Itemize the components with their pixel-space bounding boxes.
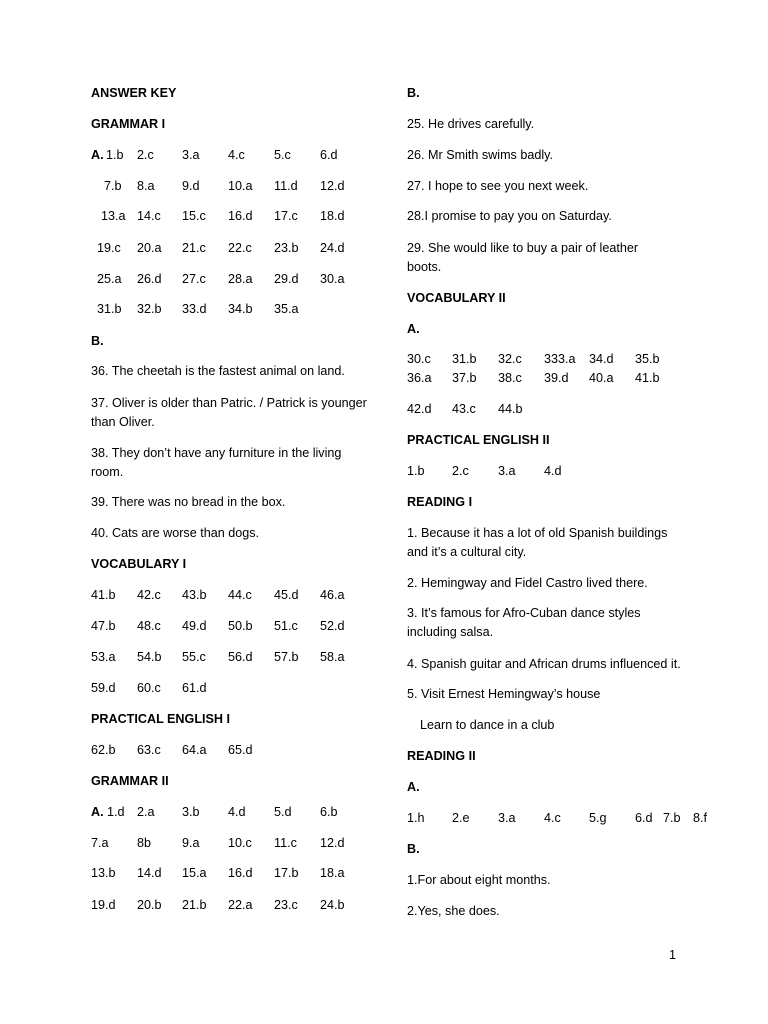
- answer-cell: 30.c: [407, 352, 431, 366]
- answer-cell: 4.d: [544, 464, 562, 478]
- sentence-answer: 25. He drives carefully.: [407, 117, 535, 131]
- answer-cell: 34.d: [589, 352, 614, 366]
- answer-cell: 3.a: [182, 148, 200, 162]
- answer-cell: 10.c: [228, 836, 252, 850]
- reading-answer: 4. Spanish guitar and African drums influenced it.: [407, 657, 681, 671]
- reading-1-heading: READING I: [407, 495, 473, 509]
- reading-2-b-label: B.: [407, 842, 420, 856]
- reading-answer: 3. It’s famous for Afro-Cuban dance styles including salsa.: [407, 606, 641, 639]
- grammar-1-a-label: A.: [91, 148, 104, 162]
- answer-cell: 42.d: [407, 402, 432, 416]
- reading-answer: 2.Yes, she does.: [407, 904, 500, 918]
- answer-cell: 54.b: [137, 650, 162, 664]
- answer-cell: 2.c: [137, 148, 154, 162]
- answer-cell: 61.d: [182, 681, 207, 695]
- answer-cell: 1.d: [107, 805, 125, 819]
- practical-english-2-heading: PRACTICAL ENGLISH II: [407, 433, 550, 447]
- answer-cell: 14.d: [137, 866, 162, 880]
- vocabulary-1-heading: VOCABULARY I: [91, 557, 187, 571]
- answer-cell: 38.c: [498, 371, 522, 385]
- reading-answer: 5. Visit Ernest Hemingway’s house: [407, 687, 601, 701]
- answer-cell: 11.d: [274, 179, 298, 193]
- answer-cell: 18.d: [320, 209, 345, 223]
- answer-cell: 44.c: [228, 588, 252, 602]
- reading-answer: 1.For about eight months.: [407, 873, 551, 887]
- answer-cell: 29.d: [274, 272, 299, 286]
- answer-cell: 58.a: [320, 650, 345, 664]
- reading-2-a-label: A.: [407, 780, 420, 794]
- answer-cell: 36.a: [407, 371, 432, 385]
- answer-cell: 9.a: [182, 836, 200, 850]
- answer-cell: 3.a: [498, 811, 516, 825]
- answer-cell: 21.c: [182, 241, 206, 255]
- grammar-2-a-label: A.: [91, 805, 104, 819]
- answer-cell: 65.d: [228, 743, 253, 757]
- answer-cell: 15.c: [182, 209, 206, 223]
- answer-cell: 32.c: [498, 352, 522, 366]
- answer-cell: 4.c: [544, 811, 561, 825]
- practical-english-1-heading: PRACTICAL ENGLISH I: [91, 712, 231, 726]
- answer-cell: 9.d: [182, 179, 200, 193]
- answer-cell: 43.c: [452, 402, 476, 416]
- answer-cell: 53.a: [91, 650, 116, 664]
- answer-cell: 2.a: [137, 805, 155, 819]
- sentence-answer: 39. There was no bread in the box.: [91, 495, 286, 509]
- answer-cell: 6.d: [320, 148, 338, 162]
- sentence-answer: 26. Mr Smith swims badly.: [407, 148, 554, 162]
- answer-cell: 6.d: [635, 811, 653, 825]
- answer-cell: 37.b: [452, 371, 477, 385]
- answer-cell: 31.b: [452, 352, 477, 366]
- answer-cell: 20.a: [137, 241, 162, 255]
- reading-2-heading: READING II: [407, 749, 476, 763]
- answer-cell: 28.a: [228, 272, 253, 286]
- answer-cell: 7.b: [104, 179, 122, 193]
- answer-cell: 7.a: [91, 836, 109, 850]
- answer-cell: 41.b: [91, 588, 116, 602]
- answer-cell: 56.d: [228, 650, 253, 664]
- answer-cell: 3.a: [498, 464, 516, 478]
- answer-cell: 64.a: [182, 743, 207, 757]
- grammar-1-heading: GRAMMAR I: [91, 117, 166, 131]
- answer-cell: 10.a: [228, 179, 253, 193]
- answer-cell: 8.a: [137, 179, 155, 193]
- answer-cell: 57.b: [274, 650, 299, 664]
- answer-cell: 5.g: [589, 811, 607, 825]
- sentence-answer: 38. They don’t have any furniture in the living room.: [91, 446, 342, 479]
- answer-cell: 60.c: [137, 681, 161, 695]
- answer-cell: 21.b: [182, 898, 207, 912]
- answer-cell: 42.c: [137, 588, 161, 602]
- answer-cell: 14.c: [137, 209, 161, 223]
- answer-cell: 5.c: [274, 148, 291, 162]
- grammar-2-b-label: B.: [407, 86, 420, 100]
- answer-cell: 41.b: [635, 371, 660, 385]
- answer-cell: 16.d: [228, 866, 253, 880]
- answer-cell: 6.b: [320, 805, 338, 819]
- answer-cell: 19.c: [97, 241, 121, 255]
- answer-cell: 18.a: [320, 866, 345, 880]
- answer-cell: 45.d: [274, 588, 299, 602]
- answer-cell: 40.a: [589, 371, 614, 385]
- answer-cell: 15.a: [182, 866, 207, 880]
- answer-cell: 2.e: [452, 811, 470, 825]
- answer-cell: 63.c: [137, 743, 161, 757]
- answer-cell: 4.c: [228, 148, 245, 162]
- answer-cell: 1.b: [407, 464, 425, 478]
- answer-cell: 43.b: [182, 588, 207, 602]
- grammar-1-b-label: B.: [91, 334, 104, 348]
- answer-cell: 34.b: [228, 302, 253, 316]
- answer-cell: 59.d: [91, 681, 116, 695]
- answer-cell: 35.a: [274, 302, 299, 316]
- answer-cell: 1.b: [106, 148, 124, 162]
- answer-cell: 62.b: [91, 743, 116, 757]
- answer-cell: 52.d: [320, 619, 345, 633]
- answer-cell: 13.a: [101, 209, 126, 223]
- answer-cell: 27.c: [182, 272, 206, 286]
- answer-cell: 17.c: [274, 209, 298, 223]
- vocabulary-2-a-label: A.: [407, 322, 420, 336]
- answer-cell: 32.b: [137, 302, 162, 316]
- answer-cell: 31.b: [97, 302, 122, 316]
- answer-cell: 20.b: [137, 898, 162, 912]
- reading-answer: 2. Hemingway and Fidel Castro lived there.: [407, 576, 648, 590]
- vocabulary-2-heading: VOCABULARY II: [407, 291, 506, 305]
- answer-cell: 24.d: [320, 241, 345, 255]
- answer-cell: 26.d: [137, 272, 162, 286]
- answer-cell: 12.d: [320, 836, 345, 850]
- answer-cell: 19.d: [91, 898, 116, 912]
- answer-cell: 23.b: [274, 241, 299, 255]
- answer-cell: 7.b: [663, 811, 681, 825]
- answer-cell: 30.a: [320, 272, 345, 286]
- answer-cell: 5.d: [274, 805, 292, 819]
- reading-answer: 1. Because it has a lot of old Spanish buildings and it’s a cultural city.: [407, 526, 668, 559]
- answer-cell: 1.h: [407, 811, 425, 825]
- page-number: 1: [669, 948, 677, 962]
- answer-cell: 22.c: [228, 241, 252, 255]
- answer-cell: 333.a: [544, 352, 576, 366]
- sentence-answer: 29. She would like to buy a pair of leather boots.: [407, 241, 639, 274]
- answer-cell: 13.b: [91, 866, 116, 880]
- sentence-answer: 40. Cats are worse than dogs.: [91, 526, 260, 540]
- answer-cell: 22.a: [228, 898, 253, 912]
- sentence-answer: 27. I hope to see you next week.: [407, 179, 589, 193]
- answer-cell: 35.b: [635, 352, 660, 366]
- answer-cell: 48.c: [137, 619, 161, 633]
- answer-cell: 33.d: [182, 302, 207, 316]
- answer-cell: 47.b: [91, 619, 116, 633]
- sentence-answer: 28.I promise to pay you on Saturday.: [407, 209, 612, 223]
- answer-cell: 8b: [137, 836, 152, 850]
- answer-cell: 8.f: [693, 811, 708, 825]
- answer-key-title: ANSWER KEY: [91, 86, 177, 100]
- answer-cell: 25.a: [97, 272, 122, 286]
- answer-cell: 23.c: [274, 898, 298, 912]
- answer-cell: 39.d: [544, 371, 569, 385]
- answer-cell: 4.d: [228, 805, 246, 819]
- answer-cell: 16.d: [228, 209, 253, 223]
- reading-answer: Learn to dance in a club: [420, 718, 555, 732]
- answer-cell: 11.c: [274, 836, 297, 850]
- answer-cell: 17.b: [274, 866, 299, 880]
- answer-cell: 3.b: [182, 805, 200, 819]
- grammar-2-heading: GRAMMAR II: [91, 774, 169, 788]
- answer-cell: 55.c: [182, 650, 206, 664]
- sentence-answer: 37. Oliver is older than Patric. / Patrick is younger than Oliver.: [91, 396, 367, 429]
- answer-cell: 46.a: [320, 588, 345, 602]
- answer-cell: 2.c: [452, 464, 469, 478]
- answer-cell: 49.d: [182, 619, 207, 633]
- answer-cell: 50.b: [228, 619, 253, 633]
- answer-cell: 12.d: [320, 179, 345, 193]
- answer-cell: 51.c: [274, 619, 298, 633]
- answer-cell: 44.b: [498, 402, 523, 416]
- sentence-answer: 36. The cheetah is the fastest animal on land.: [91, 364, 345, 378]
- answer-cell: 24.b: [320, 898, 345, 912]
